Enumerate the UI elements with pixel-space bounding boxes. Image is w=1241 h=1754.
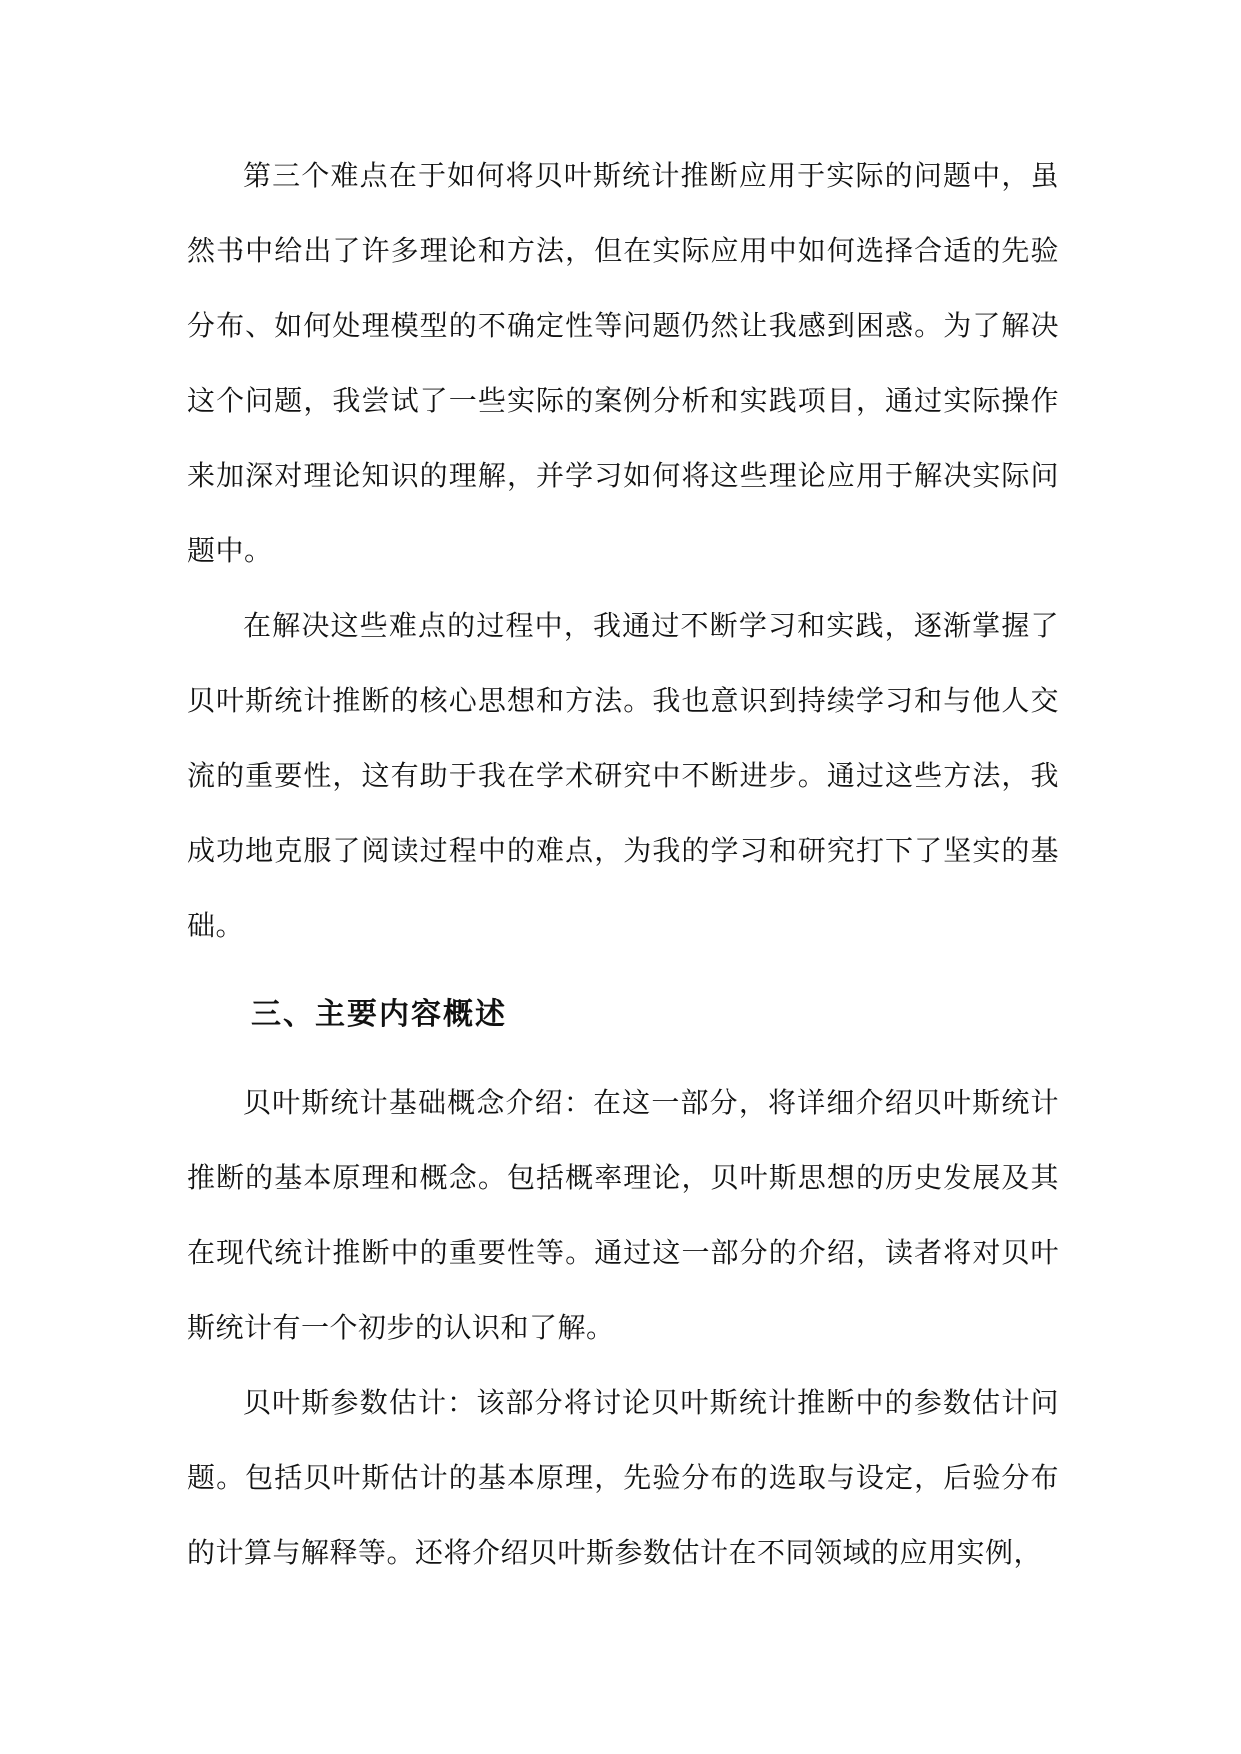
section-heading: 三、主要内容概述 (251, 997, 507, 1032)
paragraph-parameter-estimation: 贝叶斯参数估计：该部分将讨论贝叶斯统计推断中的参数估计问题。包括贝叶斯估计的基本原理，先验分布的选取与设定，后验分布的计算与解释等。还将介绍贝叶斯参数估计在不同领域的应用实例， (187, 1386, 1059, 1569)
paragraph-overcoming-difficulties: 在解决这些难点的过程中，我通过不断学习和实践，逐渐掌握了贝叶斯统计推断的核心思想和方法。我也意识到持续学习和与他人交流的重要性，这有助于我在学术研究中不断进步。通过这些方法，我成功地克服了阅读过程中的难点，为我的学习和研究打下了坚实的基础。 (187, 609, 1059, 942)
paragraph-difficulty-three: 第三个难点在于如何将贝叶斯统计推断应用于实际的问题中，虽然书中给出了许多理论和方法，但在实际应用中如何选择合适的先验分布、如何处理模型的不确定性等问题仍然让我感到困惑。为了解决这个问题，我尝试了一些实际的案例分析和实践项目，通过实际操作来加深对理论知识的理解，并学习如何将这些理论应用于解决实际问题中。 (187, 159, 1059, 567)
document-body (187, 138, 1059, 1590)
paragraph-bayes-basics: 贝叶斯统计基础概念介绍：在这一部分，将详细介绍贝叶斯统计推断的基本原理和概念。包括概率理论，贝叶斯思想的历史发展及其在现代统计推断中的重要性等。通过这一部分的介绍，读者将对贝叶斯统计有一个初步的认识和了解。 (187, 1086, 1059, 1344)
